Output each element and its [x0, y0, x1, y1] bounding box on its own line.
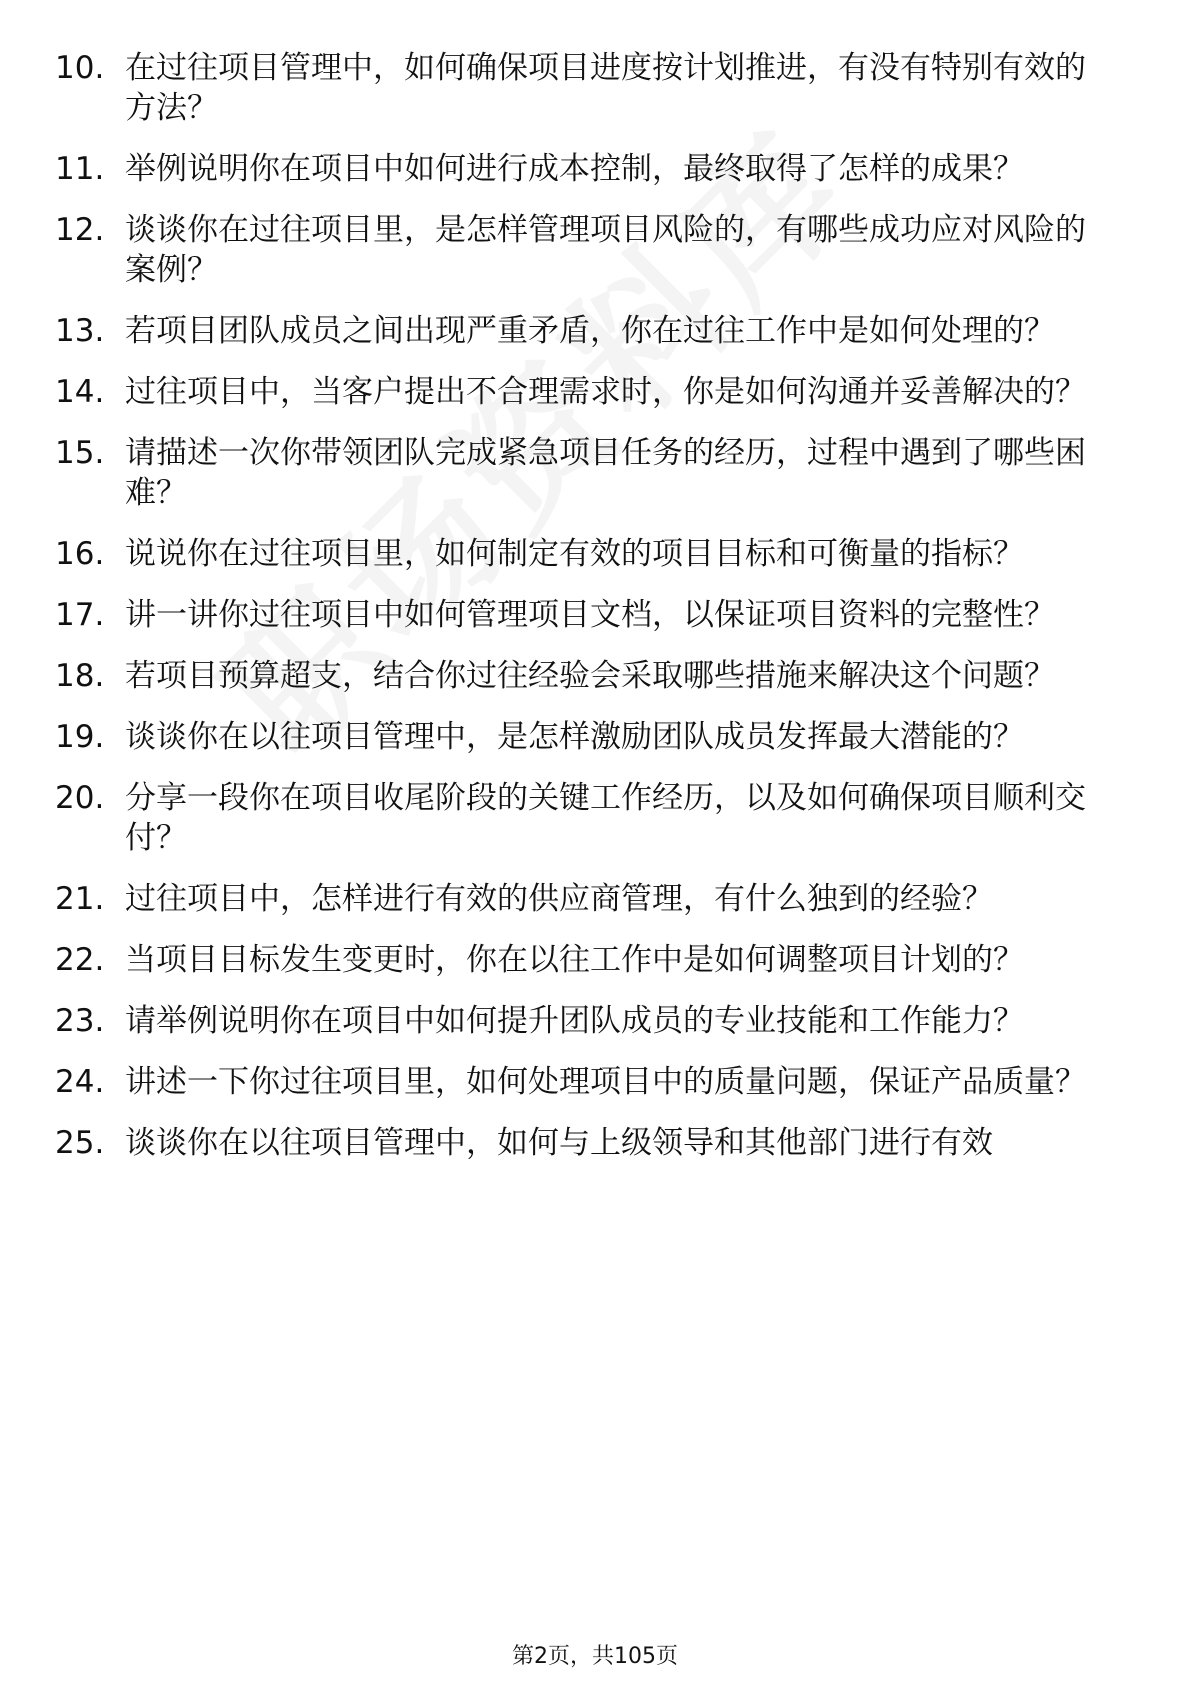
question-number: 16.	[55, 536, 105, 572]
question-number: 24.	[55, 1064, 105, 1100]
question-text: 在过往项目管理中，如何确保项目进度按计划推进，有没有特别有效的方法？	[125, 50, 1086, 126]
question-item	[0, 433, 1190, 513]
question-number: 23.	[55, 1003, 105, 1039]
question-text: 若项目团队成员之间出现严重矛盾，你在过往工作中是如何处理的？	[125, 313, 1055, 349]
question-number: 19.	[55, 719, 105, 755]
question-item	[0, 656, 1190, 696]
question-number: 20.	[55, 780, 105, 816]
question-number: 15.	[55, 435, 105, 471]
question-item	[0, 1001, 1190, 1041]
question-text: 谈谈你在过往项目里，是怎样管理项目风险的，有哪些成功应对风险的案例？	[125, 212, 1086, 288]
question-item	[0, 149, 1190, 189]
question-list	[0, 48, 1190, 1184]
question-text: 讲述一下你过往项目里，如何处理项目中的质量问题，保证产品质量？	[125, 1064, 1086, 1100]
question-text: 请描述一次你带领团队完成紧急项目任务的经历，过程中遇到了哪些困难？	[125, 435, 1086, 511]
question-number: 18.	[55, 658, 105, 694]
question-number: 10.	[55, 50, 105, 86]
page-footer	[0, 1642, 1190, 1672]
question-text: 若项目预算超支，结合你过往经验会采取哪些措施来解决这个问题？	[125, 658, 1055, 694]
question-text: 说说你在过往项目里，如何制定有效的项目目标和可衡量的指标？	[125, 536, 1024, 572]
question-text: 过往项目中，当客户提出不合理需求时，你是如何沟通并妥善解决的？	[125, 374, 1086, 410]
question-text: 谈谈你在以往项目管理中，是怎样激励团队成员发挥最大潜能的？	[125, 719, 1024, 755]
question-number: 22.	[55, 942, 105, 978]
question-text: 请举例说明你在项目中如何提升团队成员的专业技能和工作能力？	[125, 1003, 1024, 1039]
question-item	[0, 48, 1190, 128]
question-number: 12.	[55, 212, 105, 248]
question-item	[0, 778, 1190, 858]
question-text: 过往项目中，怎样进行有效的供应商管理，有什么独到的经验？	[125, 881, 993, 917]
question-item	[0, 940, 1190, 980]
question-number: 14.	[55, 374, 105, 410]
question-text: 举例说明你在项目中如何进行成本控制，最终取得了怎样的成果？	[125, 151, 1024, 187]
question-text: 谈谈你在以往项目管理中，如何与上级领导和其他部门进行有效	[125, 1125, 993, 1161]
question-text: 当项目目标发生变更时，你在以往工作中是如何调整项目计划的？	[125, 942, 1024, 978]
page-number: 第2页，共105页	[512, 1644, 678, 1669]
question-item	[0, 1123, 1190, 1163]
question-item	[0, 717, 1190, 757]
question-item	[0, 534, 1190, 574]
question-item	[0, 311, 1190, 351]
question-item	[0, 372, 1190, 412]
question-number: 25.	[55, 1125, 105, 1161]
question-number: 17.	[55, 597, 105, 633]
question-item	[0, 879, 1190, 919]
question-number: 11.	[55, 151, 105, 187]
question-item	[0, 595, 1190, 635]
question-number: 21.	[55, 881, 105, 917]
question-text: 分享一段你在项目收尾阶段的关键工作经历，以及如何确保项目顺利交付？	[125, 780, 1086, 856]
question-item	[0, 1062, 1190, 1102]
question-text: 讲一讲你过往项目中如何管理项目文档，以保证项目资料的完整性？	[125, 597, 1055, 633]
question-number: 13.	[55, 313, 105, 349]
question-item	[0, 210, 1190, 290]
